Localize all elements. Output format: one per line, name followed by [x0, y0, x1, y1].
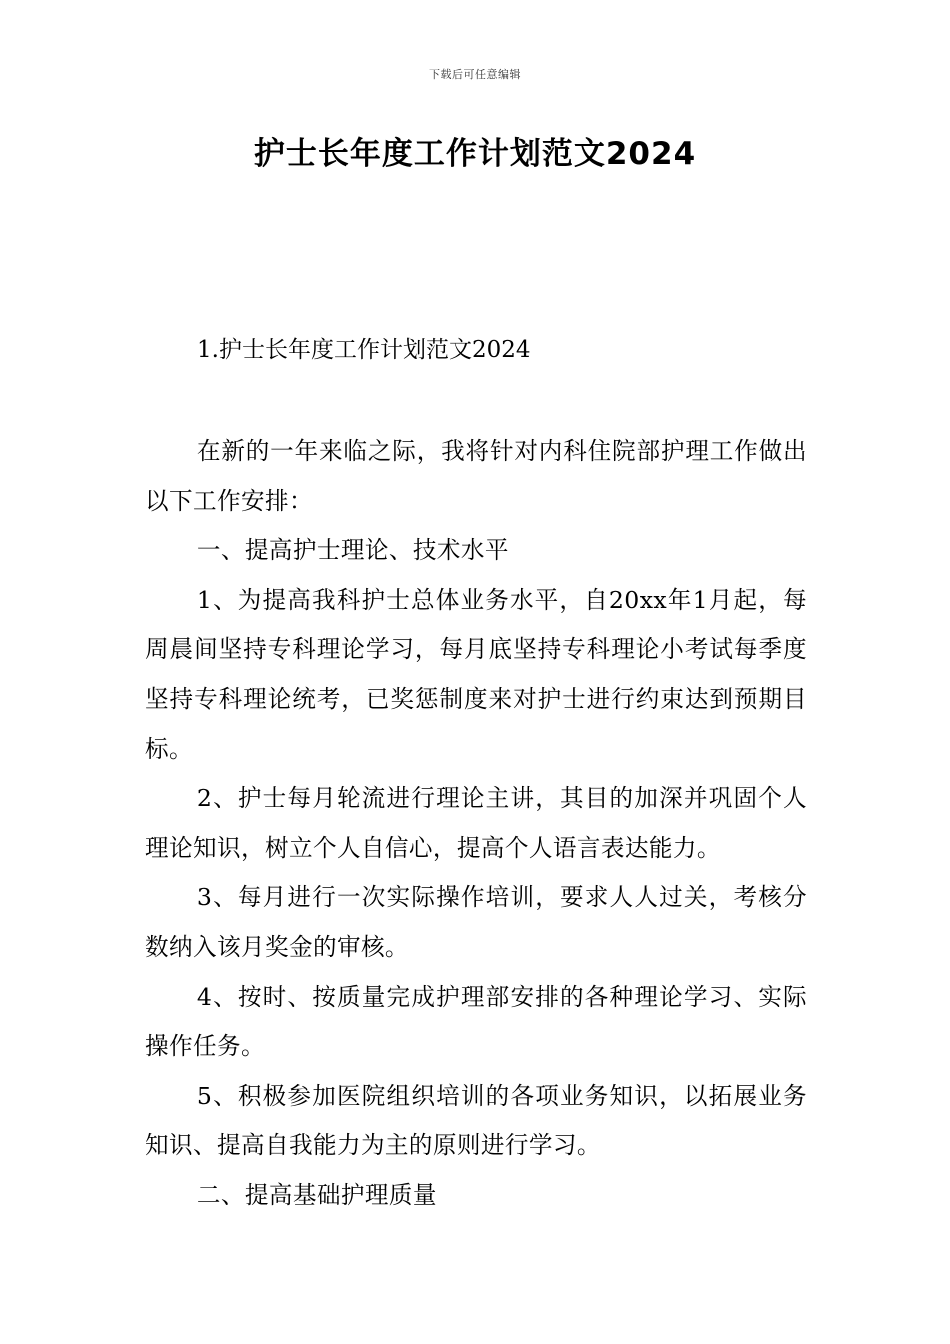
section-subheading: 1.护士长年度工作计划范文2024: [197, 337, 531, 363]
paragraph-section-one-heading: 一、提高护士理论、技术水平: [196, 536, 509, 565]
document-body: [145, 427, 807, 1221]
paragraph-item-2: 2、护士每月轮流进行理论主讲，其目的加深并巩固个人理论知识，树立个人自信心，提高个人语言表达能力。: [145, 784, 807, 862]
document-title: 护士长年度工作计划范文2024: [253, 136, 697, 172]
paragraph-item-4: 4、按时、按质量完成护理部安排的各种理论学习、实际操作任务。: [145, 982, 807, 1061]
paragraph-item-3: 3、每月进行一次实际操作培训，要求人人过关，考核分数纳入该月奖金的审核。: [145, 883, 807, 961]
paragraph-item-1: 1、为提高我科护士总体业务水平，自20xx年1月起，每周晨间坚持专科理论学习，每月底坚持专科理论小考试每季度坚持专科理论统考，已奖惩制度来对护士进行约束达到预期目标。: [145, 585, 807, 763]
paragraph-section-two-heading: 二、提高基础护理质量: [196, 1180, 437, 1209]
download-note: 下载后可任意编辑: [429, 68, 521, 81]
paragraph-intro: 在新的一年来临之际，我将针对内科住院部护理工作做出以下工作安排：: [145, 437, 807, 515]
paragraph-item-5: 5、积极参加医院组织培训的各项业务知识，以拓展业务知识、提高自我能力为主的原则进行学习。: [145, 1081, 807, 1160]
